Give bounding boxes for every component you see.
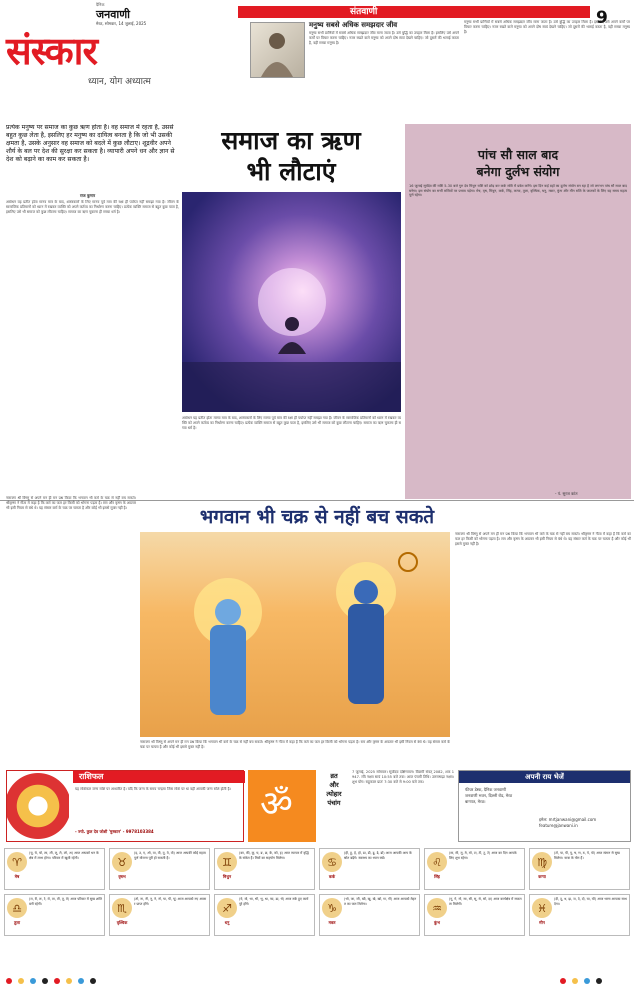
meditation-image [182, 192, 401, 412]
sign-text: (इ, उ, ए, ओ, वा, वी, वू, वे, वो) आज आपकी कोई महत्वपूर्ण योजना पूरी हो सकती है। [134, 851, 206, 860]
opinion-email-1[interactable]: इमेल: mrtjanwani@gmail.com [539, 817, 597, 822]
sagittarius-icon: ♐ [217, 898, 237, 918]
opinion-line-3: बागपत, मेरठ। [465, 799, 486, 804]
supplement-tagline: ध्यान, योग अध्यात्म [88, 77, 151, 87]
sign-name: मेष [14, 874, 20, 879]
section-banner [238, 6, 590, 18]
sign-name: कुंभ [434, 920, 440, 925]
scorpio-icon: ♏ [112, 898, 132, 918]
sign-card-vrishchik [109, 894, 210, 936]
rashifal-box [6, 770, 244, 842]
vrat-label [320, 772, 348, 808]
sign-card-vrishabh [109, 848, 210, 890]
feature-body-col3: नारायण श्री विष्णु से अपने मन ही मन प्रश्न किया कि भगवान भी कर्म के चक्र से नहीं बच सकते। श्रीकृष्ण ने गीता में कहा है कि कर्म का फल हर किसी को भोगना पड़ता है। राम और कृष्ण के अवतार भी इसी नियम से बंधे थे। यह संसार कर्म के चक्र पर चलता है और कोई भी इससे मुक्त नहीं है। [455, 532, 631, 546]
santvani-text-col2: मनुष्य सभी प्राणियों में सबसे अधिक समझदार जीव माना जाता है। उसे बुद्धि का उपहार मिला है। इसलिए उसे अपने कर्मों पर विचार करना चाहिए। नजर रखते वाले मनुष्य को अपने दोष स्वयं देखने चाहिए। जो दूसरों की भलाई करता है, वही सच्चा मनुष्य है। [464, 20, 630, 34]
right-article-body: 16 जुलाई सूर्यदेव की राशि 5-30 बजे गुरु देव मिथुन राशि को छोड़ कर कर्क राशि में प्रवेश करेंगे। इस दिन कई ग्रहों का दुर्लभ संयोग बन रहा है जो लगभग पांच सौ साल बाद बनेगा। इस संयोग का सभी राशियों पर प्रभाव पड़ेगा। मेष, वृष, मिथुन, कर्क, सिंह, कन्या, तुला, वृश्चिक, धनु, मकर, कुंभ और मीन राशि के जातकों के लिए यह समय महत्वपूर्ण रहेगा। [409, 184, 627, 198]
sign-name: मकर [328, 920, 336, 925]
rashifal-heading: राशिफल [73, 771, 245, 783]
capricorn-icon: ♑ [322, 898, 342, 918]
color-strip [6, 978, 96, 984]
zodiac-wheel-icon [7, 771, 69, 841]
main-title-line1: समाज का ऋण [221, 126, 361, 155]
opinion-email-2[interactable]: feature@janwani.in [539, 823, 578, 828]
sign-text: (ही, हू, हे, हो, डा, डी, डू, डे, डो) आज आपकी आय के स्रोत बढ़ेंगे। स्वास्थ्य का ध्यान रखें। [344, 851, 412, 860]
libra-icon: ♎ [7, 898, 27, 918]
rama-krishna-icon [140, 532, 450, 737]
opinion-line-1: फीचर डेस्क, दैनिक जनवाणी [465, 787, 506, 792]
sign-name: सिंह [434, 874, 440, 879]
section-title: संतवाणी [350, 7, 378, 17]
supplement-title: संस्कार [6, 28, 98, 73]
date-line: मेरठ, सोमवार, 14 जुलाई, 2025 [96, 21, 147, 26]
sign-card-kumbh [424, 894, 525, 936]
om-panel [248, 770, 316, 842]
main-article-body: अबोधन यह प्रतीत होता मानव मात्र के बाद, शास्त्रकारों के लिए मानव पूर्व मात्र की रक्षा ही पर्याप्त नहीं समझा गया है। जीवन के सामाजिक प्रतिमानों को ध्यान में रखकर व्यक्ति को अपने कर्तव्य का निर्धारण करना चाहिए। प्रत्येक व्यक्ति समाज से बहुत कुछ पाता है, इसलिए उसे भी समाज को कुछ लौटाना चाहिए। समाज का ऋण चुकाना ही सच्चा धर्म है। [6, 200, 179, 214]
sign-name: वृषभ [118, 874, 126, 879]
sign-card-dhanu [214, 894, 315, 936]
feature-body-col1: नारायण श्री विष्णु से अपने मन ही मन प्रश्न किया कि भगवान भी कर्म के चक्र से नहीं बच सकते। श्रीकृष्ण ने गीता में कहा है कि कर्म का फल हर किसी को भोगना पड़ता है। राम और कृष्ण के अवतार भी इसी नियम से बंधे थे। यह संसार कर्म के चक्र पर चलता है और कोई भी इससे मुक्त नहीं है। [6, 496, 136, 510]
leo-icon: ♌ [427, 852, 447, 872]
byline: राज कुमार [80, 193, 96, 198]
opinion-emails [539, 817, 596, 829]
taurus-icon: ♉ [112, 852, 132, 872]
santvani-heading: मनुष्य सबसे अधिक समझदार जीव [309, 21, 398, 29]
sign-text: (टो, पा, पी, पू, ष, ण, ठ, पे, पो) आज संतान से सुख मिलेगा। यात्रा के योग हैं। [554, 851, 620, 860]
sign-card-singh [424, 848, 525, 890]
feature-title: भगवान भी चक्र से नहीं बच सकते [199, 506, 435, 528]
vrat-label-4: पंचांग [327, 799, 341, 807]
opinion-box [458, 770, 631, 842]
sign-card-tula [4, 894, 105, 936]
sign-card-kark [319, 848, 420, 890]
right-title-line2: बनेगा दुर्लभ संयोग [476, 164, 560, 179]
sign-card-mithun [214, 848, 315, 890]
sign-text: (का, की, कू, घ, ङ, छ, के, को, ह) आज व्यापार में वृद्धि के संकेत हैं। मित्रों का सहयोग मिलेगा। [239, 851, 309, 860]
sign-name: धनु [224, 920, 230, 925]
virgo-icon: ♍ [532, 852, 552, 872]
right-article-signature: - पं. सुरज कांत [555, 491, 578, 496]
opinion-heading: अपनी राय भेजें [459, 771, 630, 783]
sign-text: (गू, गे, गो, सा, सी, सू, से, सो, दा) आज कार्यक्षेत्र में सफलता मिलेगी। [449, 897, 522, 906]
cancer-icon: ♋ [322, 852, 342, 872]
color-strip-right [560, 978, 602, 984]
sign-name: कन्या [538, 874, 546, 879]
sign-name: मिथुन [222, 874, 232, 879]
sign-name: मीन [539, 920, 545, 925]
main-title-line2: भी लौटाएं [246, 157, 336, 186]
sign-card-makar [319, 894, 420, 936]
main-article-body-2: अबोधन यह प्रतीत होता मानव मात्र के बाद, शास्त्रकारों के लिए मानव पूर्व मात्र की रक्षा ही पर्याप्त नहीं समझा गया है। जीवन के सामाजिक प्रतिमानों को ध्यान में रखकर व्यक्ति को अपने कर्तव्य का निर्धारण करना चाहिए। प्रत्येक व्यक्ति समाज से बहुत कुछ पाता है, इसलिए उसे भी समाज को कुछ लौटाना चाहिए। समाज का ऋण चुकाना ही सच्चा धर्म है। [182, 416, 401, 430]
sign-name: कर्क [328, 874, 336, 879]
aries-icon: ♈ [7, 852, 27, 872]
right-title-line1: पांच सौ साल बाद [477, 147, 559, 162]
sign-text: (रा, री, रू, रे, रो, ता, ती, तू, ते) आज परिवार में सुख शांति बनी रहेगी। [29, 897, 102, 906]
gemini-icon: ♊ [217, 852, 237, 872]
opinion-line-2: जनवाणी भवन, दिल्ली रोड, मेरठ [465, 793, 513, 798]
vrat-label-3: त्योहार [326, 790, 342, 798]
rashifal-astrologer: - ज्यो. कुल देव जोशी 'मुस्कान' - 9978103384 [75, 829, 154, 834]
sign-text: (चू, चे, चो, ला, ली, लू, ले, लो, अ) आज आपको धन के क्षेत्र में लाभ होगा। परिवार में खुशी रहेगी। [29, 851, 99, 860]
main-headline [182, 125, 400, 187]
pisces-icon: ♓ [532, 898, 552, 918]
vrat-label-2: और [329, 781, 339, 789]
panchang-text: 7 जुलाई, 2025 सोमवार। सूर्योदय दक्षिणायन। विक्रमी संवत् 2082, शक 1947. रवि नक्षत्र सायं 10:55 बजे तक। आज पंचमी तिथि। उत्तराषाढ़ा नक्षत्र। शुभ योग। राहुकाल प्रातः 7:30 बजे से 9:00 बजे तक। [352, 770, 454, 784]
page-number: 9 [596, 8, 608, 28]
sign-text: (मा, मी, मू, मे, मो, टा, टी, टू, टे) आज का दिन आपके लिए शुभ रहेगा। [449, 851, 517, 860]
sign-name: तुला [13, 920, 21, 925]
signs-grid [4, 848, 630, 984]
opinion-address [465, 787, 512, 805]
sign-card-meen [529, 894, 630, 936]
rashifal-intro: यह राशिफल जन्म राशि पर आधारित है। यदि कि जन्म के समय चन्द्रमा जिस राशि पर था वही आपकी जन्म राशि होती है। [75, 787, 231, 791]
masthead [0, 0, 634, 87]
sign-text: (तो, ना, नी, नू, ने, नो, या, यी, यू) आज आपको नए अवसर प्राप्त होंगे। [134, 897, 207, 906]
sage-image [250, 22, 305, 78]
sign-text: (भो, जा, जी, खी, खू, खे, खो, गा, गी) आज आपको मेहनत का फल मिलेगा। [344, 897, 417, 906]
brand-small: दैनिक [96, 2, 105, 7]
right-title [405, 146, 631, 180]
sign-text: (दी, दू, थ, झ, ञ, दे, दो, चा, ची) आज भाग्य आपका साथ देगा। [554, 897, 627, 906]
sage-figure-icon [251, 23, 304, 77]
intro-text: प्रत्येक मनुष्य पर समाज का कुछ ऋण होता है। वह समाज में रहता है, उससे बहुत कुछ लेता है, इसलिए हर मनुष्य का दायित्व बनता है कि जो भी उसकी क्षमता है, उसके अनुसार वह समाज को बदले में कुछ लौटाए। शूद्रवीर अपने शौर्य के बल पर देश की सुरक्षा कर सकता है। व्यापारी अपने धन और ज्ञान से देश को बढ़ाने का काम कर सकता है। [6, 124, 175, 163]
om-icon: ॐ [260, 784, 293, 825]
brand-name: जनवाणी [96, 8, 131, 21]
aquarius-icon: ♒ [427, 898, 447, 918]
sign-name: वृश्चिक [116, 920, 128, 925]
right-article-panel [405, 124, 631, 499]
feature-body-under-image: नारायण श्री विष्णु से अपने मन ही मन प्रश्न किया कि भगवान भी कर्म के चक्र से नहीं बच सकते। श्रीकृष्ण ने गीता में कहा है कि कर्म का फल हर किसी को भोगना पड़ता है। राम और कृष्ण के अवतार भी इसी नियम से बंधे थे। यह संसार कर्म के चक्र पर चलता है और कोई भी इससे मुक्त नहीं है। [140, 740, 450, 749]
sign-text: (ये, यो, भा, भी, भू, धा, फा, ढा, भे) आज रुके हुए कार्य पूरे होंगे। [239, 897, 309, 906]
santvani-text: मनुष्य सभी प्राणियों में सबसे अधिक समझदार जीव माना जाता है। उसे बुद्धि का उपहार मिला है। इसलिए उसे अपने कर्मों पर विचार करना चाहिए। नजर रखते वाले मनुष्य को अपने दोष स्वयं देखने चाहिए। जो दूसरों की भलाई करता है, वही सच्चा मनुष्य है। [309, 31, 459, 45]
sign-card-mesh [4, 848, 105, 890]
vrat-label-1: व्रत [330, 772, 338, 780]
sign-card-kanya [529, 848, 630, 890]
meditating-figure-icon [182, 192, 401, 412]
feature-image [140, 532, 450, 737]
